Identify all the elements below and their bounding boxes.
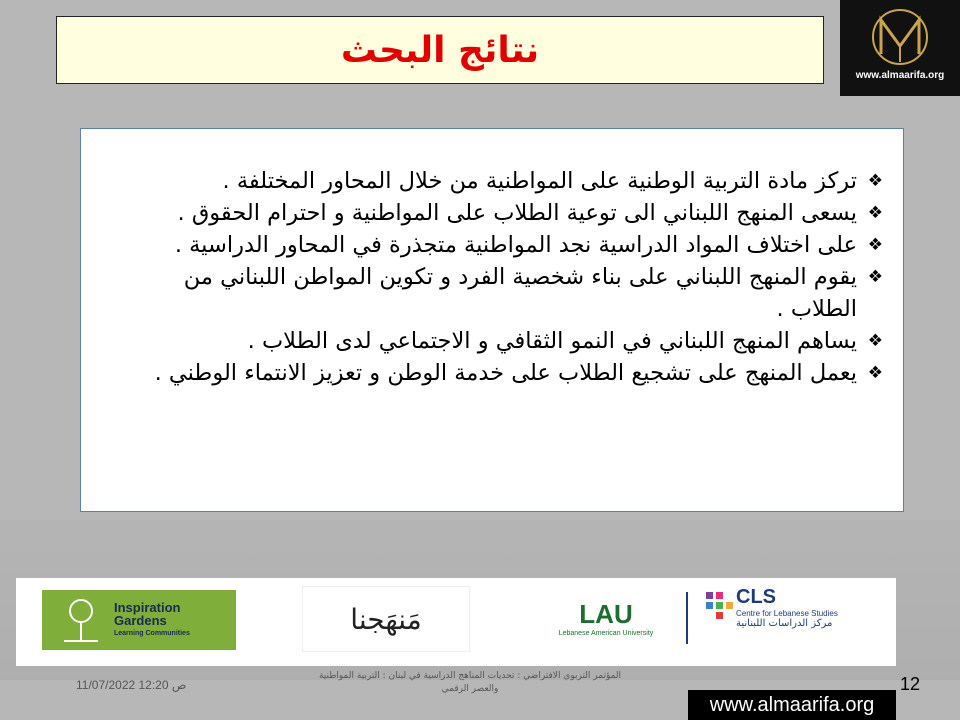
lau-logo [536,586,676,650]
partner-logos-strip [16,578,896,666]
cls-sub: Centre for Lebanese Studies [736,609,838,618]
bullet-item: ❖ على اختلاف المواد الدراسية نجد المواطنية متجذرة في المحاور الدراسية . [121,229,883,261]
manhajuna-logo [302,586,470,652]
slide-title: نتائج البحث [340,29,540,71]
inspiration-gardens-logo [42,590,236,650]
lau-sub: Lebanese American University [558,630,654,637]
footer-date: 11/07/2022 12:20 ص [76,678,187,692]
cls-logo [696,586,892,650]
url-banner-text[interactable]: www.almaarifa.org [709,693,875,716]
cls-arabic: مركز الدراسات اللبنانية [736,618,833,629]
diamond-icon: ❖ [867,267,883,287]
diamond-icon: ❖ [867,235,883,255]
url-banner[interactable] [688,690,896,720]
manhajuna-text: مَنهَجنا [350,602,422,636]
diamond-icon: ❖ [867,171,883,191]
inspiration-sub: Learning Communities [114,629,190,637]
bullet-item: ❖ يسعى المنهج اللبناني الى توعية الطلاب على المواطنية و احترام الحقوق . [121,197,883,229]
bullet-item: ❖ يساهم المنهج اللبناني في النمو الثقافي و الاجتماعي لدى الطلاب . [121,325,883,357]
content-box [80,128,904,512]
bullet-item: ❖ يعمل المنهج على تشجيع الطلاب على خدمة الوطن و تعزيز الانتماء الوطني . [121,357,883,389]
m-monogram-icon [865,6,935,68]
inspiration-title: Inspiration Gardens [114,599,181,628]
almaarifa-logo [840,0,960,96]
bullet-item: ❖ تركز مادة التربية الوطنية على المواطنية من خلال المحاور المختلفة . [121,165,883,197]
tree-icon [56,595,106,645]
diamond-icon: ❖ [867,363,883,383]
diamond-icon: ❖ [867,203,883,223]
bullet-item: ❖ يقوم المنهج اللبناني على بناء شخصية الفرد و تكوين المواطن اللبناني من الطلاب . [121,261,883,325]
diamond-icon: ❖ [867,331,883,351]
logo-url: www.almaarifa.org [855,70,945,81]
title-box [56,16,824,84]
colored-squares-icon [704,590,734,630]
lau-text: LAU [579,599,633,629]
bullet-list [81,129,903,389]
logo-divider [686,592,688,644]
footer-conference: المؤتمر التربوي الافتراضي : تحديات المناهج الدراسية في لبنان : التربية المواطنية والعصر الرقمي [318,671,622,694]
page-number: 12 [900,674,921,694]
cls-text: CLS [736,586,776,608]
